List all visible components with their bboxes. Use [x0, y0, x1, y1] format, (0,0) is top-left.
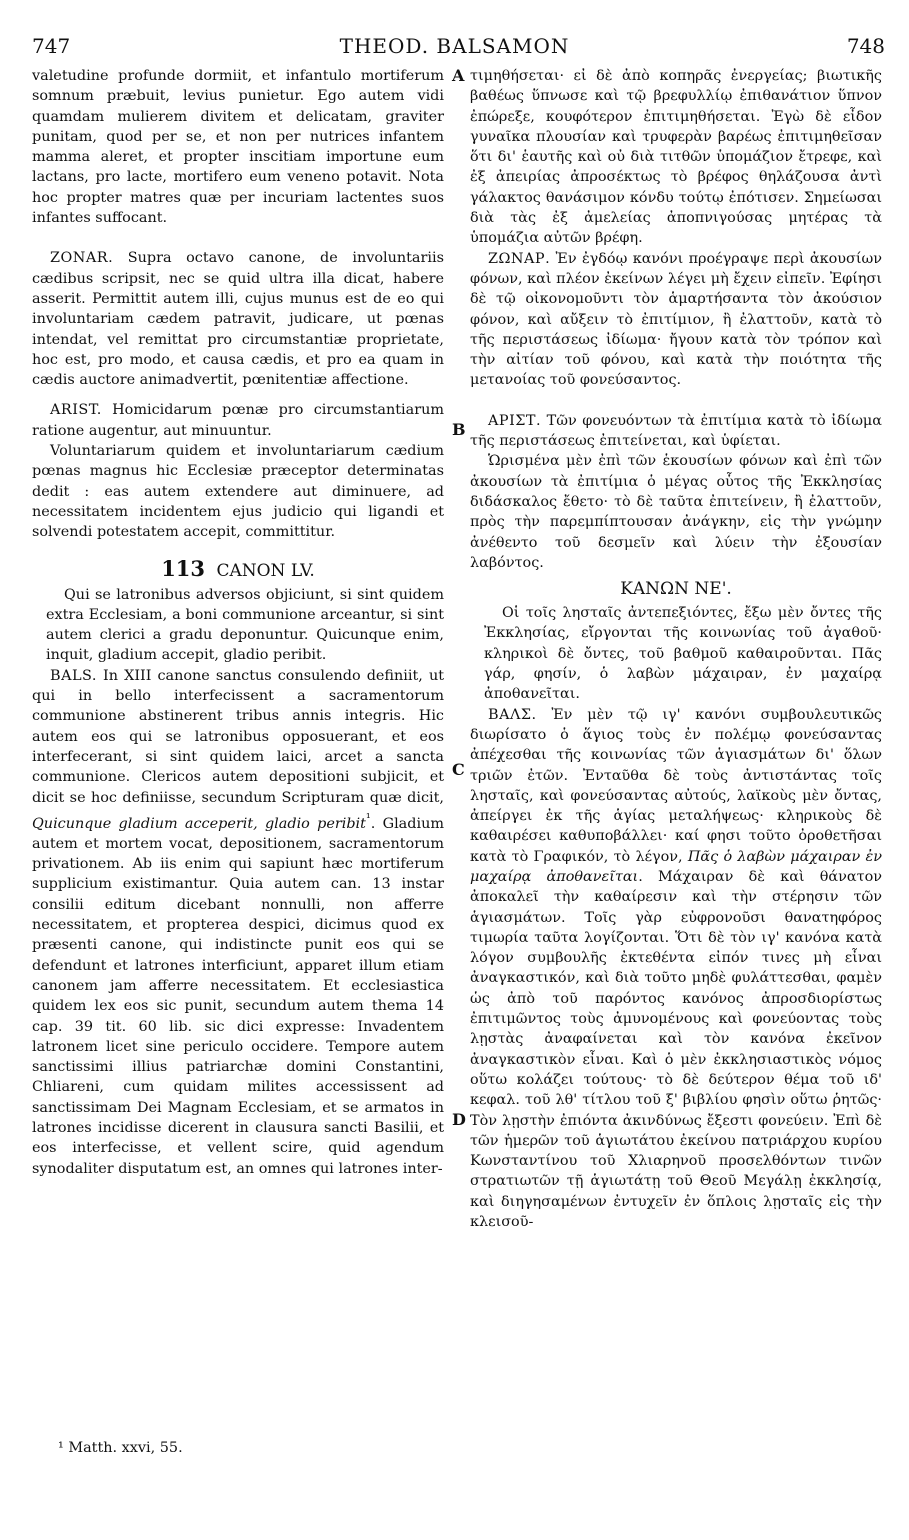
latin-zonaras-commentary [32, 248, 444, 390]
greek-bals-text-a: Ἐν μὲν τῷ ιγ' κανόνι συμβουλευτικῶς διωρίσατο ὁ ἅγιος τοὺς ἐν πολέμῳ φονεύσαντας ἀπέχεσθαι τῆς κοινωνίας τῶν ἁγιασμάτων δι' ὅλων τριῶν ἐτῶν. Ἐνταῦθα δὲ τοὺς ἀντιστάντας τοῖς λησταῖς, καὶ φονεύσαντας αὐτούς, λαϊκοὺς μὲν ὄντας, ἀπείργει ἐκ τῆς ἁγίας μεταλήψεως· κληρικοὺς δὲ καθαιρέσει καθυποβάλλει· καί φησι τοῦτο ὀροθετῆσαι κατὰ τὸ Γραφικόν, τὸ λέγον, [470, 706, 882, 865]
greek-column [470, 66, 882, 1232]
greek-zonar-label: ΖΩΝΑΡ. [488, 250, 551, 267]
latin-column [32, 66, 444, 1179]
greek-balsamon-commentary [470, 705, 882, 1233]
greek-bals-quote: Πᾶς ὁ λαβὼν μάχαιραν ἐν μαχαίρᾳ ἀποθανεῖται [470, 848, 883, 885]
margin-marker-d: D [452, 1110, 466, 1129]
page-header [0, 34, 909, 64]
greek-aristenus-paragraph: Ὡρισμένα μὲν ἐπὶ τῶν ἑκουσίων φόνων καὶ ἐπὶ τῶν ἀκουσίων τὰ ἐπιτίμια ὁ μέγας οὗτος τῆς Ἐκκλησίας διδάσκαλος ἔθετο· τὸ δὲ ταῦτα ἐπιτείνειν, ἢ ἐλαττοῦν, πρὸς τὴν παρεμπίπτουσαν ἀνάγκην, εἰς τὴν γνώμην ἀνέθεντο τοῦ δεσμεῖν καὶ λύειν τὴν ἐξουσίαν λαβόντος. [470, 453, 882, 571]
latin-bals-label: BALS. [50, 667, 97, 684]
latin-zonar-text: Supra octavo canone, de involuntariis cædibus scripsit, nec se quid ultra illa dicat, habere asserit. Permittit autem illi, cujus munus est de eo qui involuntariam cædem patravit, judicare, ut pœnas intendat, vel remittat pro circumstantiæ proprietate, hoc est, pro modo, et causa cædis, et pro ea quam in cædis auctore animadvertit, pœnitentiæ affectione. [32, 250, 444, 389]
greek-bals-label: ΒΑΛΣ. [488, 706, 537, 723]
latin-arist-label: ARIST. [50, 402, 102, 419]
greek-arist-text: Τῶν φονευόντων τὰ ἐπιτίμια κατὰ τὸ ἰδίωμα τῆς περιστάσεως ἐπιτείνεται, καὶ ὑφίεται. [470, 412, 882, 450]
latin-bals-text-b: . Gladium autem et mortem vocat, depositionem, sacramentorum privationem. Ab iis enim qui sapiunt hæc mortiferum supplicium existimantur. Quia autem can. 13 instar consilii editum dicebant nonnulli, non afferre necessitatem, et propterea despici, dicimus quod ex præsenti canone, qui indistincte punit eos qui se defendunt et latrones interficiunt, apparet illum etiam canonem jam afferre necessitatem. Et ecclesiastica quidem lex eos sic punit, secundum autem thema 14 cap. 39 tit. 60 lib. sic dici expresse: Invadentem latronem licet sine periculo occidere. Tempore autem sanctissimi illius patriarchæ domini Constantini, Chliareni, cum quidam milites accessissent ad sanctissimam Dei Magnam Ecclesiam, et se armatos in latrones incidisse dicerent in clausura sancti Basilii, et eos interfecisse, et vellent scire, quid agendum synodaliter disputatum est, an omnes qui latrones inter- [32, 815, 444, 1177]
latin-bals-text-a: In XIII canone sanctus consulendo definiit, ut qui in bello interfecissent a sacramentorum communione abstinerent tribus annis integris. Hic autem eos qui se latronibus opposuerant, et eos interfecerant, si sint quidem laici, arcet a sancta communione. Clericos autem depositioni subjicit, et dicit se hoc definiisse, secundum Scripturam quæ dicit, [32, 667, 444, 806]
footnote: ¹ Matth. xxvi, 55. [58, 1440, 183, 1456]
latin-canon-heading [32, 557, 444, 583]
latin-aristenus-commentary [32, 400, 444, 441]
page-number-left: 747 [32, 34, 71, 58]
greek-canon-text: Οἱ τοῖς λησταῖς ἀντεπεξιόντες, ἔξω μὲν ὄντες τῆς Ἐκκλησίας, εἴργονται τῆς κοινωνίας τοῦ ἀγαθοῦ· κληρικοὶ δὲ ὄντες, τοῦ βαθμοῦ καθαιροῦνται. Πᾶς γάρ, φησίν, ὁ λαβὼν μάχαιραν, ἐν μαχαίρᾳ ἀποθανεῖται. [484, 605, 882, 703]
margin-marker-c: C [452, 760, 465, 779]
greek-canon-title: ΚΑΝΩΝ ΝΕ'. [620, 579, 732, 600]
greek-zonar-text: Ἐν ἐγδόῳ κανόνι προέγραψε περὶ ἀκουσίων φόνων, καὶ πλέον ἐκείνων λέγει μὴ ἔχειν εἰπεῖν. Ἐφίησι δὲ τῷ οἰκονομοῦντι τὸν ἁμαρτήσαντα τὸν ἀκούσιον φόνον, καὶ αὔξειν τὸ ἐπιτίμιον, ἢ ἐλαττοῦν, κατὰ τὸ τῆς περιστάσεως ἰδίωμα· ἤγουν κατὰ τὸν τρόπον καὶ τὴν αἰτίαν τοῦ φόνου, καὶ κατὰ τὴν ποιότητα τῆς μετανοίας τοῦ φονεύσαντος. [470, 250, 882, 389]
latin-canon-title: CANON LV. [216, 560, 315, 581]
greek-opening-paragraph: τιμηθήσεται· εἰ δὲ ἀπὸ κοπηρᾶς ἐνεργείας; βιωτικῆς βαθέως ὕπνωσε καὶ τῷ βρεφυλλίῳ ἐπιθανάτιον ὕπνον ἐπώρεξε, κουφότερον ἐπιτιμηθήσεται. Ἐγὼ δὲ εἶδον γυναῖκα πλουσίαν καὶ τρυφερὰν βαρέως ἐπιτιμηθεῖσαν ὅτι δι' ἑαυτῆς καὶ οὐ διὰ τιτθῶν ὑπομάζιον ἔτρεφε, καὶ ἐξ ἀπειρίας ἀπροσέκτως τὸ βρέφος θηλάζουσα ἀντὶ γάλακτος θανάσιμον κόνδυ τούτῳ ἐπότισεν. Σημείωσαι διὰ τὰς ἐξ ἀμελείας ἀποπνιγούσας μητέρας τὰ ὑπομάζια αὐτῶν βρέφη. [470, 68, 882, 247]
greek-canon-heading [470, 577, 882, 601]
latin-aristenus-paragraph: Voluntariarum quidem et involuntariarum cædium pœnas magnus hic Ecclesiæ præceptor determinatas dedit : eas autem extendere aut diminuere, ad necessitatem incidentem ejus judicio qui ligandi et solvendi potestatem accepit, committitur. [32, 443, 444, 541]
greek-aristenus-commentary [470, 411, 882, 452]
page-number-right: 748 [846, 34, 885, 58]
margin-marker-a: A [452, 66, 465, 85]
greek-bals-text-b: . Μάχαιραν δὲ καὶ θάνατον ἀποκαλεῖ τὴν καθαίρεσιν καὶ τὴν στέρησιν τῶν ἁγιασμάτων. Τοῖς γὰρ εὐφρονοῦσι θανατηφόρος τιμωρία ταῦτα λογίζονται. Ὅτι δὲ τὸν ιγ' κανόνα κατὰ λόγον συμβουλῆς ἐκτεθέντα εἰπόν τινες μὴ εἶναι ἀναγκαστικόν, καὶ διὰ τοῦτο μηδὲ φυλάττεσθαι, φαμὲν ὡς ἀπὸ τοῦ παρόντος κανόνος ἀπροσδιορίστως ἐπιτιμῶντος τοὺς ἀμυνομένους καὶ φονεύοντας τοὺς λῃστὰς ἀναφαίνεται καὶ τὸν κανόνα ἐκεῖνον ἀναγκαστικὸν εἶναι. Καὶ ὁ μὲν ἐκκλησιαστικὸς νόμος οὕτω κολάζει τούτους· τὸ δὲ δεύτερον θέμα τοῦ ιδ' κεφαλ. τοῦ λθ' τίτλου τοῦ ξ' βιβλίου φησὶν οὕτω ῥητῶς· Τὸν λῃστὴν ἐπιόντα ἀκινδύνως ἔξεστι φονεύειν. Ἐπὶ δὲ τῶν ἡμερῶν τοῦ ἁγιωτάτου ἐκείνου πατριάρχου κυρίου Κωνσταντίνου τοῦ Χλιαρηνοῦ προσελθόντων τινῶν στρατιωτῶν τῇ ἁγιωτάτῃ τοῦ Θεοῦ Μεγάλῃ ἐκκλησίᾳ, καὶ διηγησαμένων ἐντυχεῖν ἐν ὅπλοις λῃσταῖς εἰς τὴν κλεισοῦ- [470, 868, 882, 1231]
latin-canon-text: Qui se latronibus adversos objiciunt, si sint quidem extra Ecclesiam, a boni communione arceantur, si sint autem clerici a gradu deponuntur. Quicunque enim, inquit, gladium accepit, gladio peribit. [46, 586, 444, 664]
latin-zonar-label: ZONAR. [50, 250, 114, 267]
greek-arist-label: ΑΡΙΣΤ. [488, 412, 542, 429]
latin-opening-paragraph: valetudine profunde dormiit, et infantulo mortiferum somnum præbuit, levius punietur. Ego autem vidi quamdam mulierem divitem et delicatam, graviter punitam, quod per se, et non per nutrices infantem mamma aleret, et propter inscitiam importune eum lactans, pro lacte, mortifero eum veneno potavit. Nota hoc propter matres quæ per incuriam lactentes suos infantes suffocant. [32, 68, 444, 227]
footnote-reference: ¹ [365, 810, 371, 825]
greek-zonaras-commentary [470, 249, 882, 391]
canon-number: 113 [161, 555, 206, 581]
margin-marker-b: B [452, 420, 466, 439]
latin-balsamon-commentary [32, 666, 444, 1179]
latin-arist-text: Homicidarum pœnæ pro circumstantiarum ratione augentur, aut minuuntur. [32, 402, 444, 439]
latin-bals-quote: Quicunque gladium acceperit, gladio peribit [32, 815, 366, 832]
running-title: THEOD. BALSAMON [339, 34, 570, 58]
